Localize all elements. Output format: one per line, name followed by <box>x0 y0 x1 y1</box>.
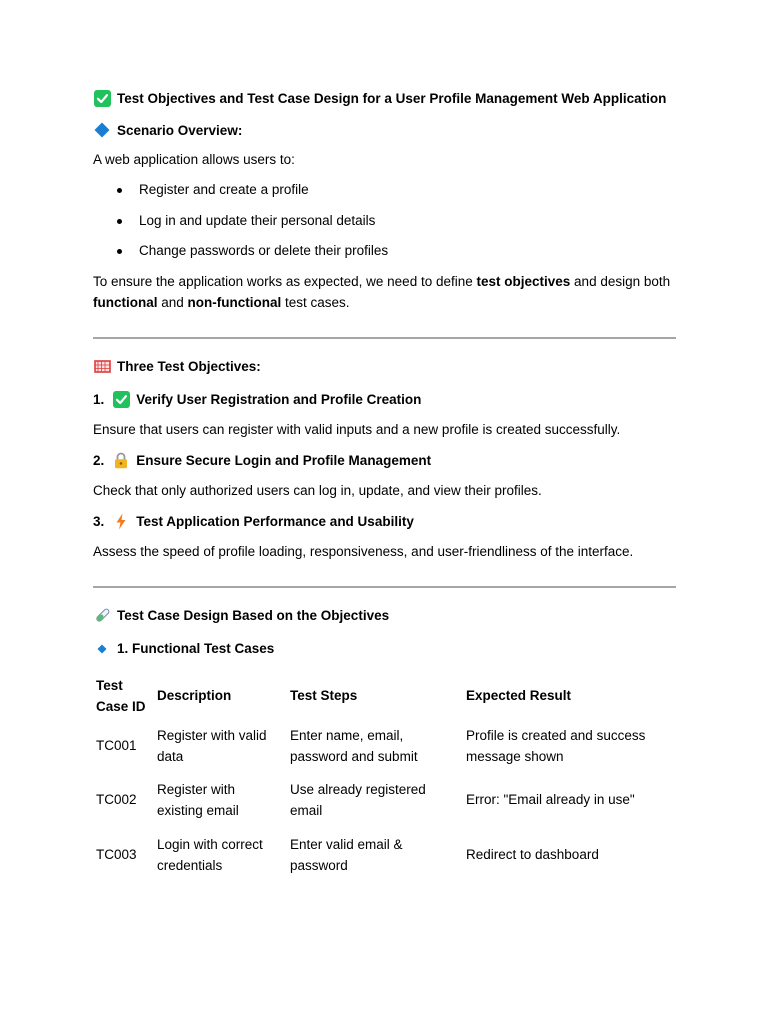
objective-number: 3. <box>93 514 105 529</box>
blue-diamond-icon <box>93 121 111 139</box>
objective-2-text: Check that only authorized users can log in, update, and view their profiles. <box>93 482 542 498</box>
lightning-icon <box>112 513 130 531</box>
objective-1-text: Ensure that users can register with valid inputs and a new profile is created successfully. <box>93 421 621 437</box>
conclusion-text: and design both <box>570 273 671 289</box>
functional-test-case-table <box>93 673 676 883</box>
small-blue-diamond-icon <box>93 640 111 658</box>
table-row <box>93 719 676 773</box>
list-item: Register and create a profile <box>93 179 676 210</box>
table-cell: Login with correct credentials <box>157 836 263 873</box>
list-item: Log in and update their personal details <box>93 210 676 241</box>
scenario-heading <box>93 118 676 142</box>
column-header: Expected Result <box>466 688 572 703</box>
objective-3-title <box>93 510 676 534</box>
table-row <box>93 773 676 827</box>
design-heading-text: Test Case Design Based on the Objectives <box>117 608 390 623</box>
table-cell: TC003 <box>96 847 137 862</box>
objective-number: 2. <box>93 453 105 468</box>
table-cell: Use already registered email <box>290 781 426 818</box>
scenario-conclusion <box>93 271 676 313</box>
table-cell: Enter valid email & password <box>290 836 403 873</box>
document-title <box>93 86 676 110</box>
objective-2-title <box>93 449 676 473</box>
functional-subheading <box>93 637 676 661</box>
check-icon <box>93 89 111 107</box>
table-cell: Error: "Email already in use" <box>466 792 635 807</box>
objectives-heading <box>93 355 676 379</box>
column-header: Test Steps <box>290 688 358 703</box>
document-page <box>93 86 676 883</box>
table-cell: Profile is created and success message shown <box>466 727 646 764</box>
scenario-heading-text: Scenario Overview: <box>117 122 243 138</box>
list-item: Change passwords or delete their profiles <box>93 240 676 271</box>
table-cell: TC001 <box>96 738 137 753</box>
scenario-bullet-list <box>93 179 676 271</box>
title-text: Test Objectives and Test Case Design for a User Profile Management Web Application <box>117 90 667 106</box>
table-cell: Register with existing email <box>157 781 239 818</box>
conclusion-text: and <box>157 294 188 310</box>
scenario-intro: A web application allows users to: <box>93 152 295 167</box>
conclusion-text: test cases. <box>281 294 350 310</box>
table-header-row <box>93 673 676 719</box>
test-tube-icon <box>93 607 111 625</box>
table-cell: Enter name, email, password and submit <box>290 727 418 764</box>
objective-3-text: Assess the speed of profile loading, responsiveness, and user-friendliness of the interface. <box>93 543 634 559</box>
objectives-heading-text: Three Test Objectives: <box>117 359 261 374</box>
column-header: Test Case ID <box>96 677 146 714</box>
objective-number: 1. <box>93 392 105 407</box>
objective-title-text: Verify User Registration and Profile Creation <box>136 392 422 407</box>
table-row <box>93 827 676 883</box>
goal-net-icon <box>93 358 111 376</box>
objective-title-text: Test Application Performance and Usability <box>136 514 414 529</box>
table-cell: Register with valid data <box>157 727 267 764</box>
check-icon <box>112 391 130 409</box>
lock-icon <box>112 452 130 470</box>
objective-title-text: Ensure Secure Login and Profile Management <box>136 453 432 468</box>
table-cell: Redirect to dashboard <box>466 847 599 862</box>
conclusion-bold-functional: functional <box>93 294 158 310</box>
design-heading <box>93 604 676 628</box>
column-header: Description <box>157 688 232 703</box>
table-cell: TC002 <box>96 792 137 807</box>
conclusion-bold-test-objectives: test objectives <box>476 273 571 289</box>
objective-1-title <box>93 388 676 412</box>
conclusion-text: To ensure the application works as expected, we need to define <box>93 273 477 289</box>
functional-subheading-text: 1. Functional Test Cases <box>117 641 275 656</box>
conclusion-bold-non-functional: non-functional <box>187 294 282 310</box>
